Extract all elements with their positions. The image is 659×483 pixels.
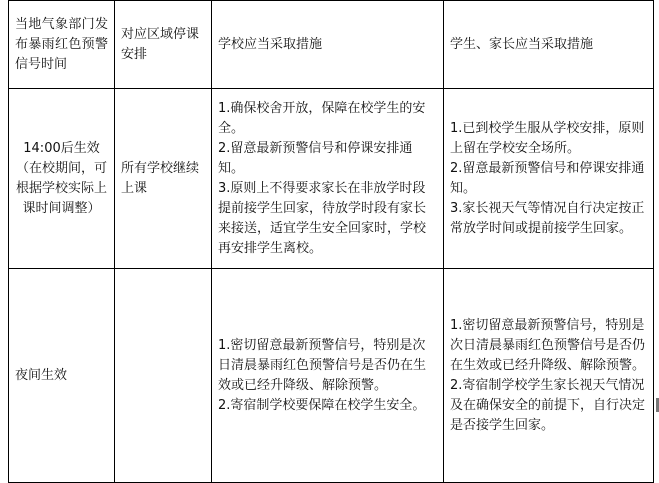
table-row [9,89,654,269]
cell-school-measures: 1.确保校舍开放，保障在校学生的安全。 2.留意最新预警信号和停课安排通知。 3.原则上不得要求家长在非放学时段提前接学生回家，待放学时段有家长来接送，适宜学生安全回家时，学校再安排学生离校。 [212,89,444,269]
rainstorm-policy-table [8,0,654,483]
cell-warning-time: 夜间生效 [9,269,115,483]
table-row [9,269,654,483]
table-header-row [9,1,654,89]
header-warning-time: 当地气象部门发布暴雨红色预警信号时间 [9,1,115,89]
cell-parent-measures: 1.密切留意最新预警信号，特别是次日清晨暴雨红色预警信号是否仍在生效或已经升降级、解除预警。 2.寄宿制学校学生家长视天气情况及在确保安全的前提下，自行决定是否接学生回家。 [444,269,654,483]
cell-class-arrangement [115,269,212,483]
cell-class-arrangement: 所有学校继续上课 [115,89,212,269]
header-school-measures: 学校应当采取措施 [212,1,444,89]
cell-school-measures: 1.密切留意最新预警信号，特别是次日清晨暴雨红色预警信号是否仍在生效或已经升降级、解除预警。 2.寄宿制学校要保障在校学生安全。 [212,269,444,483]
header-parent-measures: 学生、家长应当采取措施 [444,1,654,89]
cell-parent-measures: 1.已到校学生服从学校安排，原则上留在学校安全场所。 2.留意最新预警信号和停课安排通知。 3.家长视天气等情况自行决定按正常放学时间或提前接学生回家。 [444,89,654,269]
header-class-arrangement: 对应区域停课安排 [115,1,212,89]
cell-warning-time: 14:00后生效 （在校期间，可根据学校实际上课时间调整） [9,89,115,269]
